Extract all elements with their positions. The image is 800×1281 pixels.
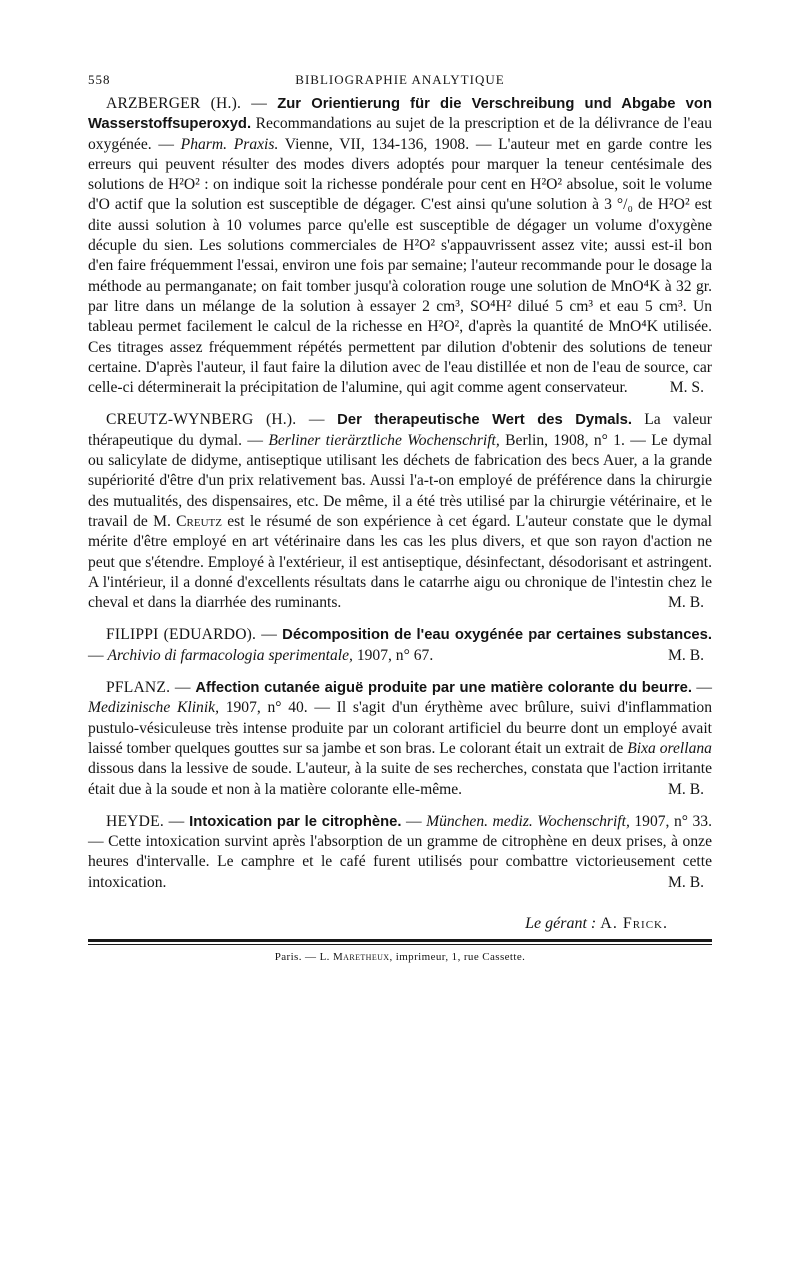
entry-title: Intoxication par le citrophène. <box>189 813 402 830</box>
entry-paragraph <box>88 678 712 800</box>
entry-summary: La valeur thérapeutique du dymal. — <box>88 411 712 449</box>
printer-imprint <box>88 951 712 963</box>
review-entry-pflanz <box>88 678 712 800</box>
manager-name: A. Frick. <box>600 914 668 932</box>
entry-signature: M. B. <box>668 594 704 612</box>
entry-cited-author: Creutz <box>176 512 222 530</box>
entry-author: CREUTZ-WYNBERG (H.). — <box>106 411 338 429</box>
entry-author: HEYDE. — <box>106 812 190 830</box>
entry-journal: Pharm. Praxis. <box>180 135 279 153</box>
entry-title: Affection cutanée aiguë produite par une matière colorante du beurre. <box>195 680 692 697</box>
running-title: BIBLIOGRAPHIE ANALYTIQUE <box>295 72 505 87</box>
entry-title: Der therapeutische Wert des Dymals. <box>337 412 632 429</box>
entry-body: 1907, n° 67. <box>352 646 434 664</box>
entry-summary: — <box>88 646 108 664</box>
imprint-city: Paris. — <box>274 950 320 963</box>
entry-summary: — <box>401 812 427 830</box>
entry-summary: — <box>691 679 712 697</box>
entry-title: Décomposition de l'eau oxygénée par certaines substances. <box>282 627 712 644</box>
review-entry-filippi <box>88 625 712 666</box>
entry-summary: Recommandations au sujet de la prescription et de la délivrance de l'eau oxygénée. — <box>88 115 712 153</box>
review-entry-creutz-wynberg <box>88 410 712 613</box>
entry-author: FILIPPI (EDUARDO). — <box>106 626 283 644</box>
journal-page <box>88 72 712 963</box>
footer-rule-thick <box>88 939 712 942</box>
entry-body: 1907, n° 33. — Cette intoxication survint après l'absorption de un gramme de citrophène en deux prises, à onze heures d'intervalle. Le camphre et le café furent utilisés pour combattre victorieusement cette intoxication. <box>88 812 712 891</box>
entry-body: Vienne, VII, 134-136, 1908. — L'auteur met en garde contre les erreurs qui peuvent résulter des modes divers adoptés pour marquer la teneur centésimale des solutions de H²O² : on indique soit la richesse pondérale pour cent en H²O² absolue, soit le volume d'O actif que la solution est susceptible de dégager. C'est ainsi qu'une solution à 3 °/₀ de H²O² est dite aussi solution à 10 volumes parce qu'elle est susceptible de dégager un volume d'oxygène décuple du sien. Les solutions commerciales de H²O² s'appauvrissent assez vite; aussi est-il bon d'en faire fréquemment l'essai, environ une fois par semaine; l'auteur recommande pour le dosage la méthode au permanganate; on fait tomber jusqu'à coloration rouge une solution de MnO⁴K à 32 gr. par litre dans un mélange de la solution à essayer 2 cm³, SO⁴H² dilué 5 cm³ et eau 5 cm³. Un tableau permet facilement le calcul de la richesse en H²O², d'après la quantité de MnO⁴K utilisée. Ces titrages assez fréquemment répétés permettent par dilution d'obtenir des solutions de teneur certaine. D'après l'auteur, il faut faire la dilution avec de l'eau distillée et non de l'eau de source, car celle-ci déterminerait la précipitation de l'alumine, qui agit comme agent conservateur. <box>88 135 712 397</box>
entry-signature: M. B. <box>668 646 704 664</box>
entry-paragraph <box>88 625 712 666</box>
imprint-printer: L. Maretheux, <box>319 950 393 963</box>
review-entry-arzberger <box>88 94 712 398</box>
entry-paragraph <box>88 410 712 613</box>
entry-signature: M. B. <box>668 780 704 798</box>
entry-paragraph <box>88 812 712 893</box>
entry-body-continued: dissous dans la lessive de soude. L'auteur, à la suite de ses recherches, constata que l'action irritante était due à la soude et non à la matière colorante elle-même. <box>88 760 712 798</box>
entry-journal: Berliner tierärztliche Wochenschrift, <box>268 431 500 449</box>
footer-rule-thin <box>88 944 712 945</box>
entry-body: 1907, n° 40. — Il s'agit d'un érythème avec brûlure, suivi d'inflammation pustulo-vésiculeuse très intense produite par un colorant artificiel du beurre dont un employé avait laissé tomber quelques gouttes sur sa jambe et son bras. Le colorant était un extrait de <box>88 699 712 757</box>
manager-label: Le gérant : <box>525 914 597 932</box>
entry-signature: M. S. <box>669 379 704 397</box>
entry-body: Berlin, 1908, n° 1. — Le dymal ou salicylate de didyme, antiseptique utilisant les déchets de fabrication des becs Auer, a la grande supériorité d'être d'un prix relativement bas. Aussi l'a-t-on employé de préférence dans la chirurgie des mutualités, des dispensaires, etc. De même, il a été très utilisé par la chirurgie vétérinaire, et le travail de M. <box>88 431 712 530</box>
entry-journal: Medizinische Klinik, <box>88 699 219 717</box>
running-header <box>88 72 712 94</box>
entry-signature: M. B. <box>668 873 704 891</box>
entry-body-continued: est le résumé de son expérience à cet égard. L'auteur constate que le dymal mérite d'être employé en art vétérinaire dans les cas les plus divers, et que son rayon d'action ne peut que s'étendre. Employé à l'extérieur, il est antiseptique, désinfectant, désodorisant et astringent. A l'intérieur, il a donné d'excellents résultats dans le catarrhe aigu ou chronique de l'intestin chez le cheval et dans la diarrhée des ruminants. <box>88 512 712 612</box>
entry-journal: Archivio di farmacologia sperimentale, <box>107 646 353 664</box>
entry-paragraph <box>88 94 712 398</box>
page-number: 558 <box>88 72 111 87</box>
review-entry-heyde <box>88 812 712 893</box>
entry-species-name: Bixa orellana <box>627 739 712 757</box>
entry-title: Zur Orientierung für die Verschreibung und Abgabe von Wasserstoffsuperoxyd. <box>88 96 712 133</box>
imprint-address: imprimeur, 1, rue Cassette. <box>392 950 526 963</box>
entry-journal: München. mediz. Wochenschrift, <box>426 812 630 830</box>
entry-author: ARZBERGER (H.). — <box>106 95 278 112</box>
entry-author: PFLANZ. — <box>106 679 196 697</box>
managing-editor-line <box>88 915 712 933</box>
